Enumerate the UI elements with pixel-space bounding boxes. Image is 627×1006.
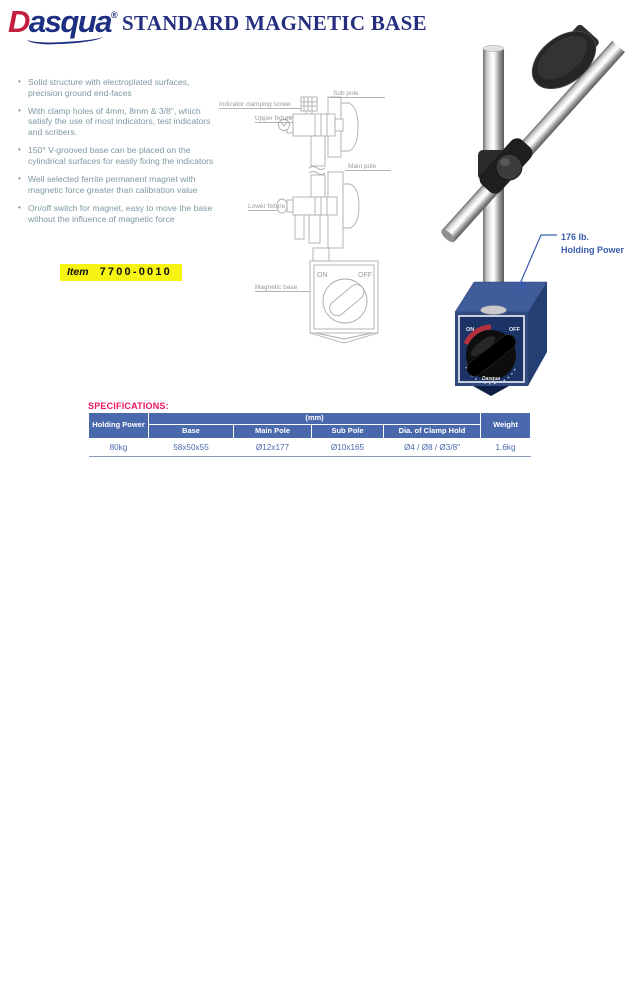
cell-holding-power: 80kg [89, 439, 149, 457]
item-number-badge [60, 264, 182, 281]
diagram-off-label: OFF [358, 272, 372, 279]
logo-underline [27, 36, 103, 46]
main-pole-label: Main pole [348, 163, 377, 170]
pole-collar [481, 306, 507, 315]
product-photo [428, 4, 627, 404]
magnetic-base-photo [455, 282, 547, 396]
bullet-icon: • [18, 174, 21, 184]
col-header-holding-power: Holding Power [89, 413, 149, 439]
item-label: Item [67, 266, 89, 278]
bullet-icon: • [18, 202, 21, 212]
disc-knob [521, 20, 606, 101]
feature-item [18, 106, 220, 138]
col-header-weight: Weight [481, 413, 531, 439]
clamp-knob [496, 154, 522, 180]
feature-item [18, 174, 220, 195]
pole-drawing [309, 136, 325, 197]
sub-pole-label: Sub pole [333, 90, 359, 97]
cell-base: 58x50x55 [149, 439, 234, 457]
indicator-clamping-screw-label: Indicator clamping screw [219, 101, 291, 108]
col-header-base: Base [149, 425, 234, 439]
registered-mark: ® [111, 10, 118, 20]
feature-text: 150° V-grooved base can be placed on the cylindrical surfaces for easily fixing the indicators [28, 145, 214, 166]
technical-diagram [215, 84, 395, 346]
logo-text: asqua [28, 4, 111, 39]
col-header-dia-clamp-hold: Dia. of Clamp Hold [384, 425, 481, 439]
cell-main-pole: Ø12x177 [234, 439, 312, 457]
page-title: STANDARD MAGNETIC BASE [122, 11, 427, 35]
base-off-label: OFF [509, 327, 520, 333]
col-header-sub-pole: Sub Pole [312, 425, 384, 439]
col-header-main-pole: Main Pole [234, 425, 312, 439]
feature-item [18, 77, 220, 98]
callout-line1: 176 lb. [561, 232, 590, 242]
item-number: 7700-0010 [99, 266, 172, 278]
bullet-icon: • [18, 77, 21, 86]
bullet-icon: • [18, 105, 21, 115]
feature-list [18, 77, 220, 232]
base-brand-label: Dasqua [481, 376, 501, 382]
lower-fixture-label: Lower fixture [248, 203, 286, 210]
base-stub-drawing [313, 248, 329, 261]
spec-data-row [89, 439, 531, 457]
magnetic-base-label: Magnetic base [255, 284, 298, 291]
feature-text: With clamp holes of 4mm, 8mm & 3/8", which satisfy the use of most indicators, test indicators and scribers. [28, 105, 211, 138]
feature-item [18, 145, 220, 166]
specifications-table [88, 412, 531, 457]
cell-dia-clamp-hold: Ø4 / Ø8 / Ø3/8" [384, 439, 481, 457]
brand-logo [8, 6, 118, 37]
cell-weight: 1.6kg [481, 439, 531, 457]
holding-power-callout [516, 232, 624, 290]
base-v-groove [473, 386, 509, 396]
diagram-on-label: ON [317, 272, 328, 279]
callout-line2: Holding Power [561, 245, 624, 255]
base-on-label: ON [466, 327, 475, 333]
bullet-icon: • [18, 145, 21, 155]
feature-text: On/off switch for magnet, easy to move the base without the influence of magnetic force [28, 202, 213, 224]
specifications-title: SPECIFICATIONS: [88, 401, 169, 411]
indicator-clamping-screw-drawing [301, 97, 317, 114]
feature-text: Solid structure with electroplated surfaces, precision ground end-faces [28, 77, 190, 98]
feature-text: Well selected ferrite permanent magnet with magnetic force greater than calibration value [28, 174, 198, 195]
cell-sub-pole: Ø10x165 [312, 439, 384, 457]
feature-item [18, 203, 220, 224]
col-group-header-mm: (mm) [149, 413, 481, 425]
logo-letter-d: D [8, 4, 29, 39]
upper-fixture-label: Upper fixture [255, 115, 293, 122]
